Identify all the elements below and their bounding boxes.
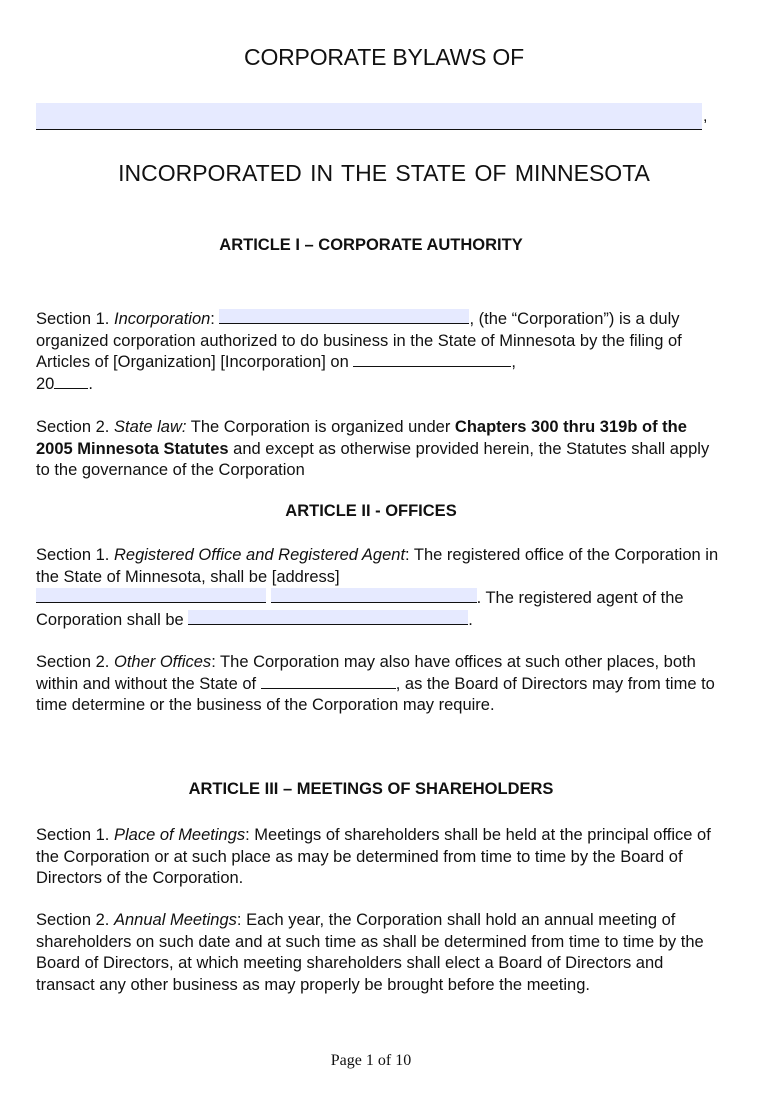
article-3-section-1: Section 1. Place of Meetings: Meetings of shareholders shall be held at the principal office of the Corporation or at such place as may be determined from time to time by the Board of Directors of the Corporation. bbox=[36, 826, 711, 887]
registered-agent-blank[interactable] bbox=[188, 610, 468, 625]
article-2-heading: ARTICLE II - OFFICES bbox=[285, 502, 457, 520]
section-label: Section 1. bbox=[36, 826, 110, 844]
document-title: CORPORATE BYLAWS OF bbox=[244, 44, 524, 70]
article-2-section-1: Section 1. Registered Office and Registered Agent: The registered office of the Corporation in the State of Minnesota, shall be [address] . The registered agent of the Corporation shall be . bbox=[36, 546, 719, 629]
corporation-name-blank[interactable] bbox=[219, 309, 469, 324]
statute-reference: Chapters 300 thru 319b of the 2005 Minnesota Statutes bbox=[36, 418, 687, 458]
other-state-blank[interactable] bbox=[261, 674, 396, 689]
filing-date-blank[interactable] bbox=[353, 352, 511, 367]
article-3-heading: ARTICLE III – MEETINGS OF SHAREHOLDERS bbox=[188, 780, 554, 798]
section-title: State law: bbox=[113, 418, 187, 436]
article-2-section-2: Section 2. Other Offices: The Corporation may also have offices at such other places, both within and without the State of , as the Board of Directors may from time to time determine or the business of the Corporation may require. bbox=[36, 653, 715, 714]
section-title: Place of Meetings bbox=[113, 826, 246, 844]
name-comma: , bbox=[703, 108, 708, 125]
section-label: Section 1. bbox=[36, 310, 110, 328]
corporation-name-field[interactable] bbox=[36, 103, 702, 130]
article-3-section-2: Section 2. Annual Meetings: Each year, the Corporation shall hold an annual meeting of shareholders on such date and at such time as shall be determined from time to time by the Board of Directors, at which meeting shareholders shall elect a Board of Directors and transact any other business as may properly be brought before the meeting. bbox=[36, 911, 704, 994]
section-label: Section 2. bbox=[36, 911, 110, 929]
section-title: Registered Office and Registered Agent bbox=[113, 546, 406, 564]
office-address-blank-2[interactable] bbox=[271, 588, 477, 603]
section-label: Section 2. bbox=[36, 418, 110, 436]
section-title: Other Offices bbox=[113, 653, 212, 671]
filing-year-blank[interactable] bbox=[54, 374, 88, 389]
section-label: Section 2. bbox=[36, 653, 110, 671]
incorporation-state-line: INCORPORATED IN THE STATE OF MINNESOTA bbox=[118, 160, 650, 186]
article-1-heading: ARTICLE I – CORPORATE AUTHORITY bbox=[219, 236, 523, 254]
section-title: Annual Meetings bbox=[113, 911, 237, 929]
section-title: Incorporation bbox=[113, 310, 211, 328]
article-1-section-2: Section 2. State law: The Corporation is organized under Chapters 300 thru 319b of the 2005 Minnesota Statutes and except as otherwise provided herein, the Statutes shall apply to the governance of the Corporation bbox=[36, 418, 710, 479]
page-number: Page 1 of 10 bbox=[330, 1052, 412, 1069]
article-1-section-1: Section 1. Incorporation: , (the “Corporation”) is a duly organized corporation authorized to do business in the State of Minnesota by the filing of Articles of [Organization] [Incorporation] on , 20 . bbox=[36, 310, 682, 393]
section-text: , (the “Corporation”) is a duly organized corporation authorized to do business in the State of Minnesota by the filing of Articles of [Organization] [Incorporation] on bbox=[36, 310, 682, 371]
section-label: Section 1. bbox=[36, 546, 110, 564]
office-address-blank-1[interactable] bbox=[36, 588, 266, 603]
